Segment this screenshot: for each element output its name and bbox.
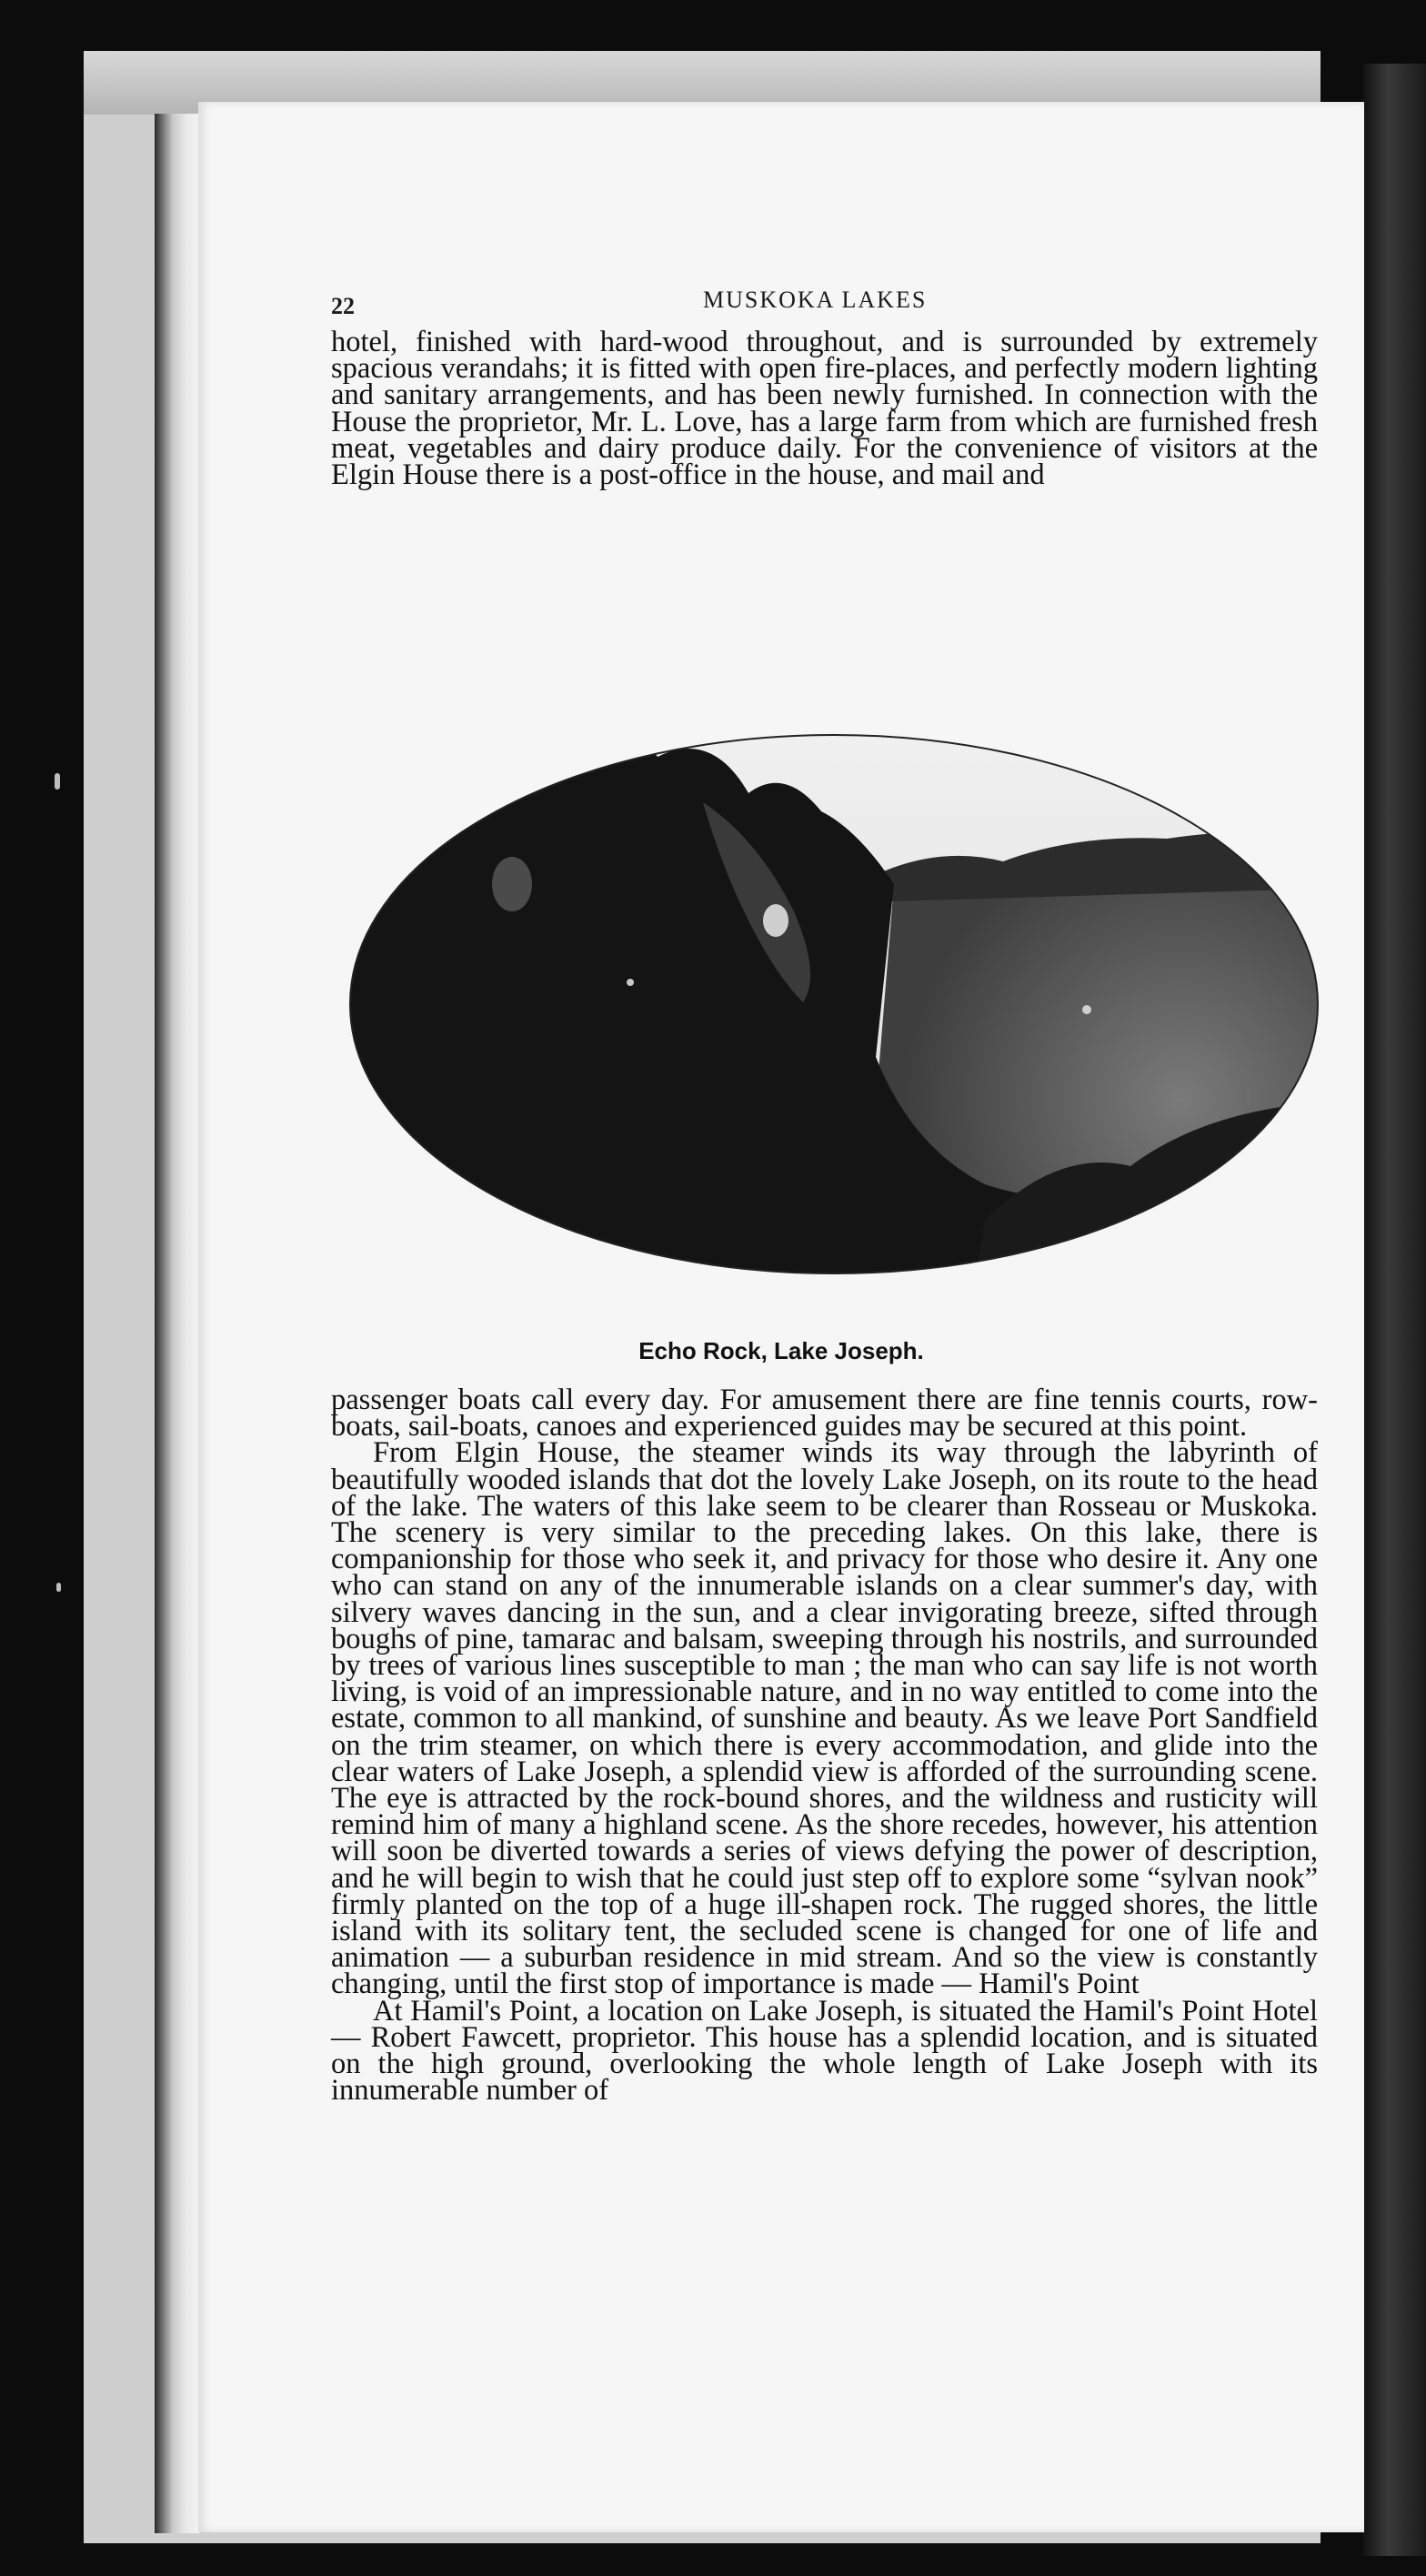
running-title: MUSKOKA LAKES	[703, 287, 928, 313]
book-page	[198, 102, 1364, 2532]
scan-dust-mark	[56, 1583, 61, 1592]
scan-dust-mark	[55, 773, 60, 790]
book-right-edge	[1362, 64, 1426, 2556]
body-text-bottom	[331, 1384, 1318, 2108]
figure-photo	[348, 675, 1320, 1328]
paragraph-elgin-house: From Elgin House, the steamer winds its way through the labyrinth of beautifully wooded islands that dot the lovely Lake Joseph, on its route to the head of the lake. The waters of this lake seem to be clearer than Rosseau or Muskoka. The scenery is very similar to the preceding lakes. On this lake, there is companionship for those who seek it, and privacy for those who desire it. Any one who can stand on any of the innumerable islands on a clear summer's day, with silvery waves dancing in the sun, and a clear invigorating breeze, sifted through boughs of pine, tamarac and balsam, sweeping through his nostrils, and surrounded by trees of various lines susceptible to man ; the man who can say life is not worth living, is void of an impressionable nature, and in no way entitled to come into the estate, common to all mankind, of sunshine and beauty. As we leave Port Sandfield on the trim steamer, on which there is every accommodation, and glide into the clear waters of Lake Joseph, a splendid view is afforded of the surrounding scene. The eye is attracted by the rock-bound shores, and the wildness and rusticity will remind him of many a highland scene. As the shore recedes, however, his attention will soon be diverted towards a series of views defying the power of description, and he will begin to wish that he could just step off to explore some “sylvan nook” firmly planted on the top of a huge ill-shapen rock. The rugged shores, the little island with its solitary tent, the secluded scene is changed for one of life and animation — a suburban residence in mid stream. And so the view is constantly changing, until the first stop of importance is made — Hamil's Point	[331, 1436, 1318, 2001]
body-text-top	[331, 326, 1318, 492]
paragraph-continued: hotel, finished with hard-wood throughout, and is surrounded by extremely spacious verandahs; it is fitted with open fire-places, and perfectly modern lighting and sanitary arrangements, and has been newly furnished. In connection with the House the proprietor, Mr. L. Love, has a large farm from which are furnished fresh meat, vegetables and dairy produce daily. For the convenience of visitors at the Elgin House there is a post-office in the house, and mail and	[331, 326, 1318, 492]
paragraph-after-photo: passenger boats call every day. For amusement there are fine tennis courts, row-boats, sail-boats, canoes and experienced guides may be secured at this point.	[331, 1384, 1318, 1444]
paragraph-hamils-point: At Hamil's Point, a location on Lake Joseph, is situated the Hamil's Point Hotel — Robert Fawcett, proprietor. This house has a splendid location, and is situated on the high ground, overlooking the whole length of Lake Joseph with its innumerable number of	[331, 1994, 1318, 2108]
page-number: 22	[331, 293, 355, 319]
book-spine-shadow	[155, 114, 200, 2533]
figure-caption: Echo Rock, Lake Joseph.	[638, 1337, 924, 1364]
oval-photo-echo-rock	[348, 675, 1320, 1328]
